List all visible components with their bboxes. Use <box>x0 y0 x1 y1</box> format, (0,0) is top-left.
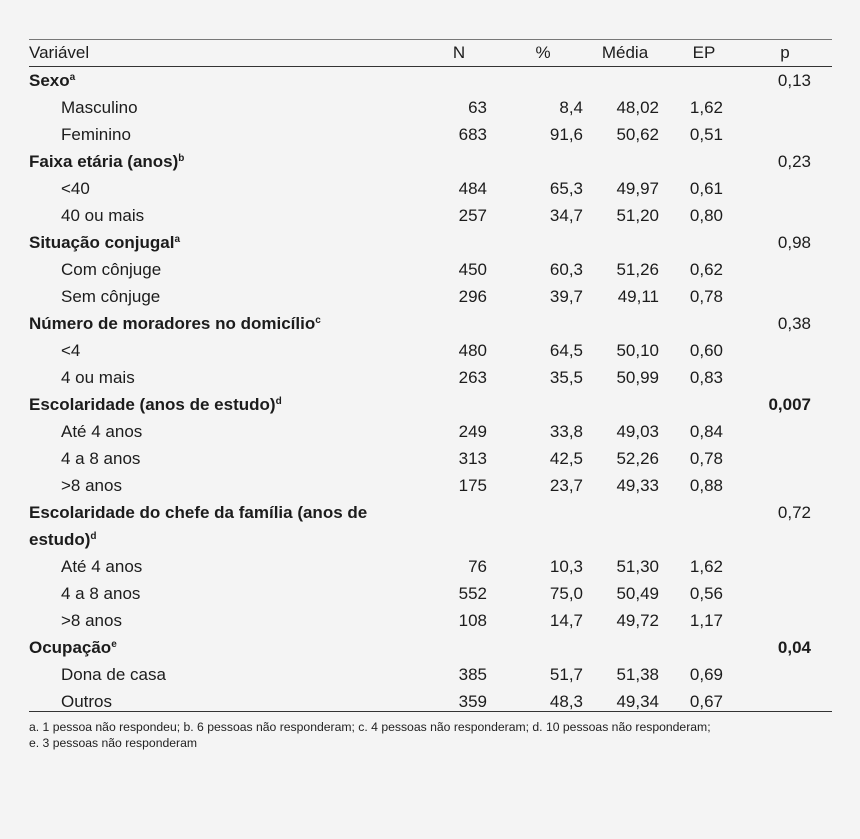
row-label: <4 <box>61 341 81 360</box>
cell-mean: 50,62 <box>616 125 659 144</box>
cell-ep: 1,62 <box>689 557 723 576</box>
cell-ep: 0,88 <box>689 476 723 495</box>
cell-percent: 33,8 <box>549 422 583 441</box>
group-label <box>29 148 184 175</box>
cell-ep: 0,69 <box>689 665 723 684</box>
group-label-text: Situação conjugal <box>29 233 175 252</box>
table-row <box>29 256 832 283</box>
cell-mean: 50,99 <box>616 368 659 387</box>
table-row <box>29 175 832 202</box>
p-value: 0,13 <box>777 71 811 90</box>
cell-percent: 65,3 <box>549 179 583 198</box>
table-header-row <box>29 39 832 66</box>
footnote-line-2: e. 3 pessoas não responderam <box>29 736 198 750</box>
group-label <box>29 310 321 337</box>
table-row <box>29 94 832 121</box>
row-label: Com cônjuge <box>61 260 162 279</box>
group-label <box>29 67 75 94</box>
row-label: 4 a 8 anos <box>61 449 141 468</box>
p-value: 0,38 <box>777 314 811 333</box>
row-label: >8 anos <box>61 611 122 630</box>
cell-ep: 0,67 <box>689 692 723 711</box>
cell-percent: 34,7 <box>549 206 583 225</box>
row-label: 40 ou mais <box>61 206 145 225</box>
table-row <box>29 364 832 391</box>
table-row <box>29 472 832 499</box>
row-label: Sem cônjuge <box>61 287 161 306</box>
table-footnote <box>29 719 839 751</box>
table-row <box>29 445 832 472</box>
group-row <box>29 499 832 553</box>
cell-mean: 51,20 <box>616 206 659 225</box>
cell-mean: 49,11 <box>617 287 659 306</box>
cell-ep: 1,17 <box>689 611 723 630</box>
group-label-text: Escolaridade (anos de estudo) <box>29 395 276 414</box>
group-label <box>29 391 282 418</box>
cell-n: 313 <box>458 449 487 468</box>
p-value: 0,72 <box>777 503 811 522</box>
group-row <box>29 391 832 418</box>
table-bottom-rule <box>29 711 832 712</box>
group-label <box>29 634 117 661</box>
cell-ep: 0,83 <box>689 368 723 387</box>
cell-percent: 51,7 <box>549 665 583 684</box>
footnote-line-1: a. 1 pessoa não respondeu; b. 6 pessoas não responderam; c. 4 pessoas não responderam; d. 10 pessoas não responderam; <box>29 720 711 734</box>
cell-percent: 39,7 <box>549 287 583 306</box>
cell-ep: 0,61 <box>689 179 723 198</box>
cell-percent: 23,7 <box>549 476 583 495</box>
group-label-text: Sexo <box>29 71 70 90</box>
header-variable: Variável <box>29 43 90 62</box>
cell-percent: 48,3 <box>549 692 583 711</box>
cell-mean: 49,72 <box>616 611 659 630</box>
row-label: >8 anos <box>61 476 122 495</box>
cell-percent: 8,4 <box>559 98 583 117</box>
cell-n: 249 <box>458 422 487 441</box>
p-value: 0,23 <box>777 152 811 171</box>
row-label: Outros <box>61 692 113 711</box>
table-row <box>29 553 832 580</box>
group-row <box>29 634 832 661</box>
cell-n: 108 <box>458 611 487 630</box>
group-label <box>29 229 180 256</box>
cell-n: 359 <box>458 692 487 711</box>
group-label-text: Ocupação <box>29 638 112 657</box>
cell-percent: 35,5 <box>549 368 583 387</box>
table-row <box>29 121 832 148</box>
table-row <box>29 661 832 688</box>
cell-mean: 49,34 <box>616 692 659 711</box>
cell-n: 683 <box>458 125 487 144</box>
cell-ep: 0,78 <box>689 449 723 468</box>
cell-n: 63 <box>468 98 487 117</box>
cell-n: 263 <box>458 368 487 387</box>
row-label: Até 4 anos <box>61 422 143 441</box>
cell-percent: 14,7 <box>549 611 583 630</box>
row-label: <40 <box>61 179 90 198</box>
row-label: Feminino <box>61 125 131 144</box>
cell-ep: 0,80 <box>689 206 723 225</box>
header-p: p <box>780 43 790 62</box>
cell-n: 76 <box>468 557 487 576</box>
footnote-marker: d <box>275 396 282 407</box>
cell-n: 175 <box>458 476 487 495</box>
row-label: 4 a 8 anos <box>61 584 141 603</box>
cell-ep: 0,62 <box>689 260 723 279</box>
group-row <box>29 229 832 256</box>
table-row <box>29 337 832 364</box>
cell-n: 450 <box>458 260 487 279</box>
cell-ep: 0,56 <box>689 584 723 603</box>
group-label-text: Faixa etária (anos) <box>29 152 179 171</box>
cell-n: 296 <box>458 287 487 306</box>
table-row <box>29 418 832 445</box>
table-row <box>29 607 832 634</box>
cell-mean: 49,03 <box>616 422 659 441</box>
cell-mean: 51,38 <box>616 665 659 684</box>
cell-n: 484 <box>458 179 487 198</box>
cell-mean: 50,10 <box>616 341 659 360</box>
table-row <box>29 283 832 310</box>
cell-percent: 64,5 <box>549 341 583 360</box>
cell-ep: 0,60 <box>689 341 723 360</box>
cell-percent: 75,0 <box>549 584 583 603</box>
cell-n: 480 <box>458 341 487 360</box>
cell-percent: 60,3 <box>549 260 583 279</box>
row-label: Até 4 anos <box>61 557 143 576</box>
row-label: Dona de casa <box>61 665 166 684</box>
group-label-text: Número de moradores no domicílio <box>29 314 316 333</box>
cell-mean: 49,97 <box>616 179 659 198</box>
cell-mean: 51,30 <box>616 557 659 576</box>
header-n: N <box>452 43 466 62</box>
group-label-text: Escolaridade do chefe da família (anos de estudo) <box>29 503 368 549</box>
footnote-marker: b <box>178 153 185 164</box>
group-row <box>29 148 832 175</box>
group-row <box>29 310 832 337</box>
footnote-marker: c <box>315 315 321 326</box>
group-label <box>29 499 409 553</box>
cell-n: 552 <box>458 584 487 603</box>
cell-ep: 1,62 <box>689 98 723 117</box>
cell-n: 257 <box>458 206 487 225</box>
cell-mean: 49,33 <box>616 476 659 495</box>
cell-ep: 0,78 <box>689 287 723 306</box>
cell-mean: 50,49 <box>616 584 659 603</box>
cell-ep: 0,84 <box>689 422 723 441</box>
cell-mean: 51,26 <box>616 260 659 279</box>
row-label: 4 ou mais <box>61 368 135 387</box>
cell-ep: 0,51 <box>689 125 723 144</box>
p-value: 0,04 <box>777 638 811 657</box>
p-value: 0,007 <box>768 395 811 414</box>
header-percent: % <box>535 43 551 62</box>
header-mean: Média <box>601 43 649 62</box>
footnote-marker: e <box>111 639 117 650</box>
footnote-marker: a <box>174 234 181 245</box>
table-row <box>29 202 832 229</box>
header-ep: EP <box>692 43 716 62</box>
group-row <box>29 67 832 94</box>
cell-percent: 10,3 <box>549 557 583 576</box>
table-row <box>29 580 832 607</box>
cell-n: 385 <box>458 665 487 684</box>
cell-mean: 48,02 <box>616 98 659 117</box>
cell-mean: 52,26 <box>616 449 659 468</box>
footnote-marker: a <box>69 72 76 83</box>
cell-percent: 91,6 <box>549 125 583 144</box>
row-label: Masculino <box>61 98 138 117</box>
p-value: 0,98 <box>777 233 811 252</box>
cell-percent: 42,5 <box>549 449 583 468</box>
footnote-marker: d <box>90 531 97 542</box>
